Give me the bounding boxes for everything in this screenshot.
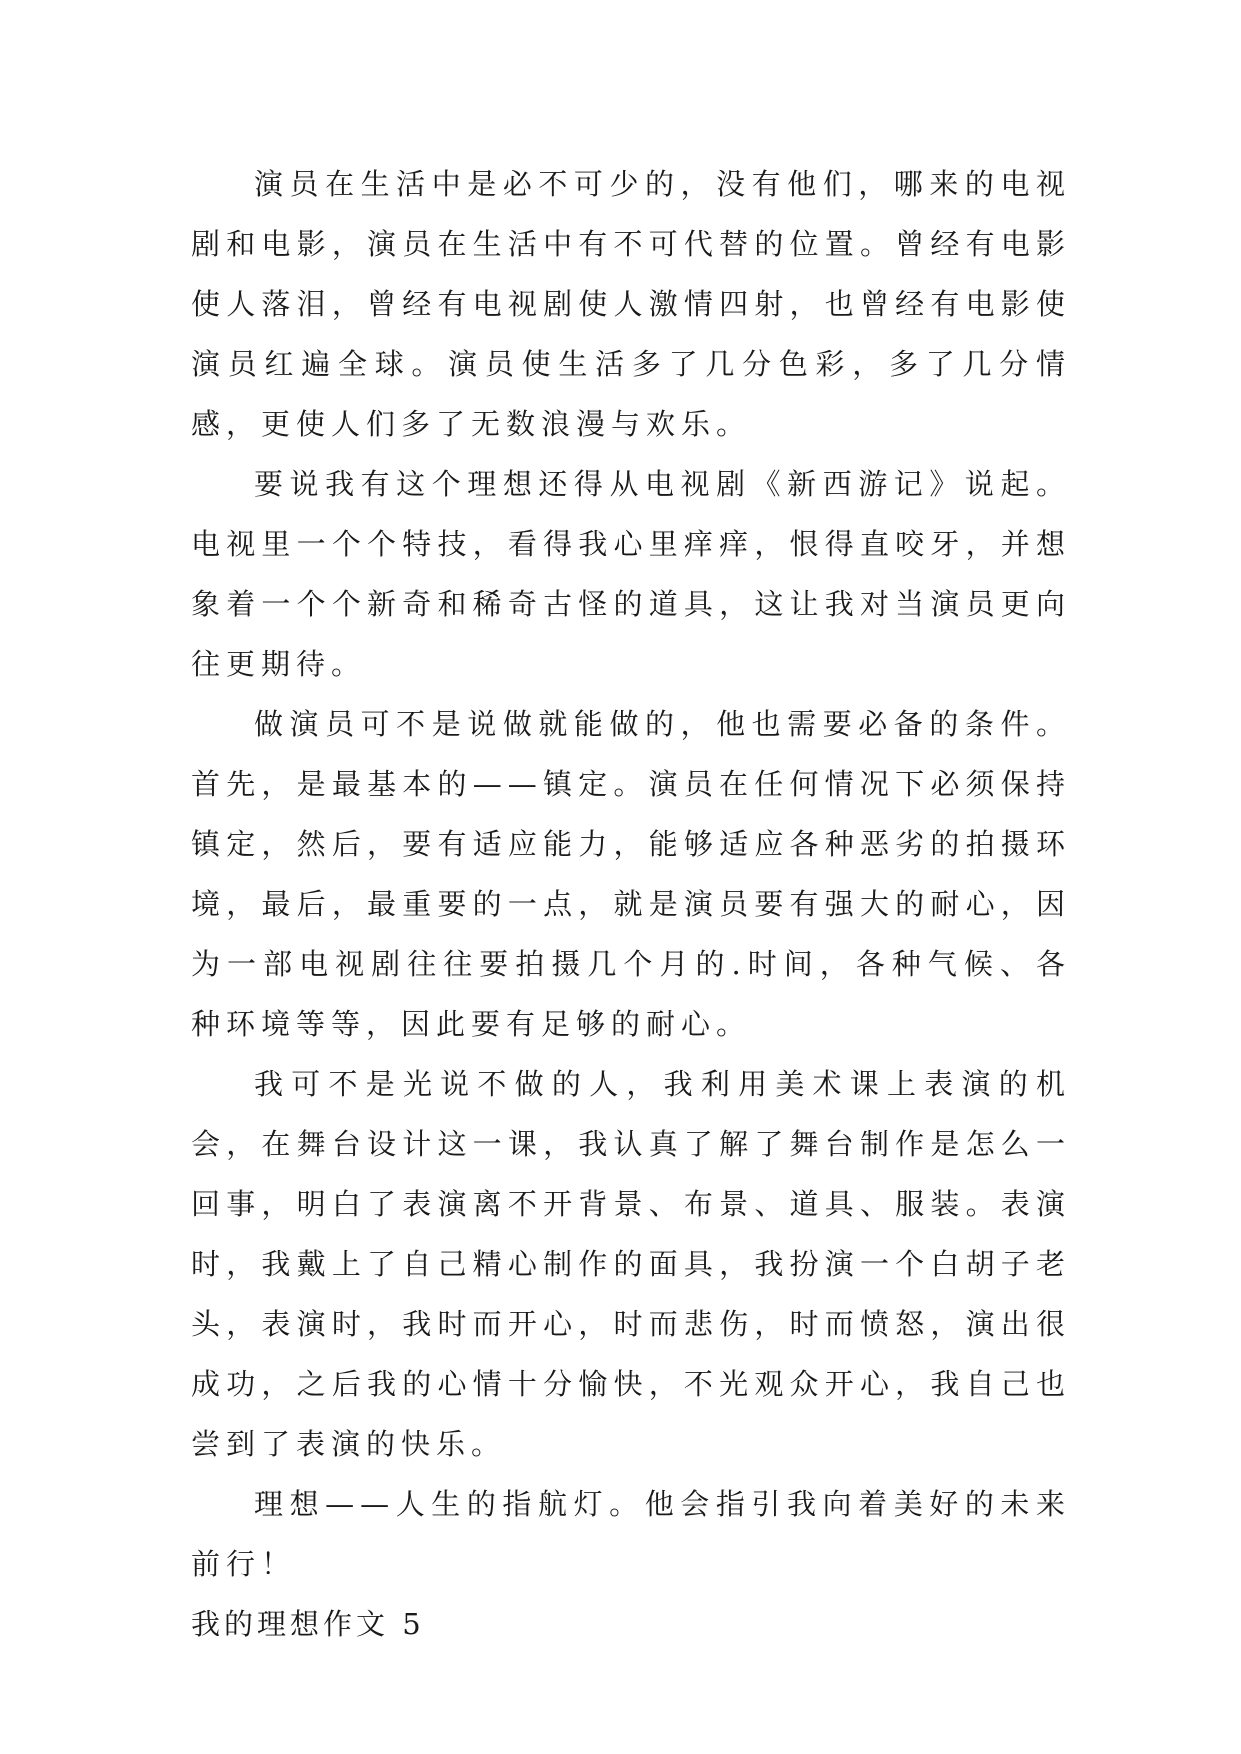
document-body <box>191 154 1071 1654</box>
paragraph-3: 做演员可不是说做就能做的，他也需要必备的条件。首先，是最基本的——镇定。演员在任何情况下必须保持镇定，然后，要有适应能力，能够适应各种恶劣的拍摄环境，最后，最重要的一点，就是演员要有强大的耐心，因为一部电视剧往往要拍摄几个月的.时间，各种气候、各种环境等等，因此要有足够的耐心。 <box>191 707 1071 1041</box>
paragraph-2: 要说我有这个理想还得从电视剧《新西游记》说起。电视里一个个特技，看得我心里痒痒，恨得直咬牙，并想象着一个个新奇和稀奇古怪的道具，这让我对当演员更向往更期待。 <box>191 467 1071 681</box>
paragraph-1: 演员在生活中是必不可少的，没有他们，哪来的电视剧和电影，演员在生活中有不可代替的位置。曾经有电影使人落泪，曾经有电视剧使人激情四射，也曾经有电影使演员红遍全球。演员使生活多了几分色彩，多了几分情感，更使人们多了无数浪漫与欢乐。 <box>191 167 1071 441</box>
paragraph-4: 我可不是光说不做的人，我利用美术课上表演的机会，在舞台设计这一课，我认真了解了舞台制作是怎么一回事，明白了表演离不开背景、布景、道具、服装。表演时，我戴上了自己精心制作的面具，我扮演一个白胡子老头，表演时，我时而开心，时而悲伤，时而愤怒，演出很成功，之后我的心情十分愉快，不光观众开心，我自己也尝到了表演的快乐。 <box>191 1067 1071 1461</box>
next-essay-heading: 我的理想作文 5 <box>191 1607 425 1641</box>
paragraph-5: 理想——人生的指航灯。他会指引我向着美好的未来前行！ <box>191 1487 1071 1581</box>
